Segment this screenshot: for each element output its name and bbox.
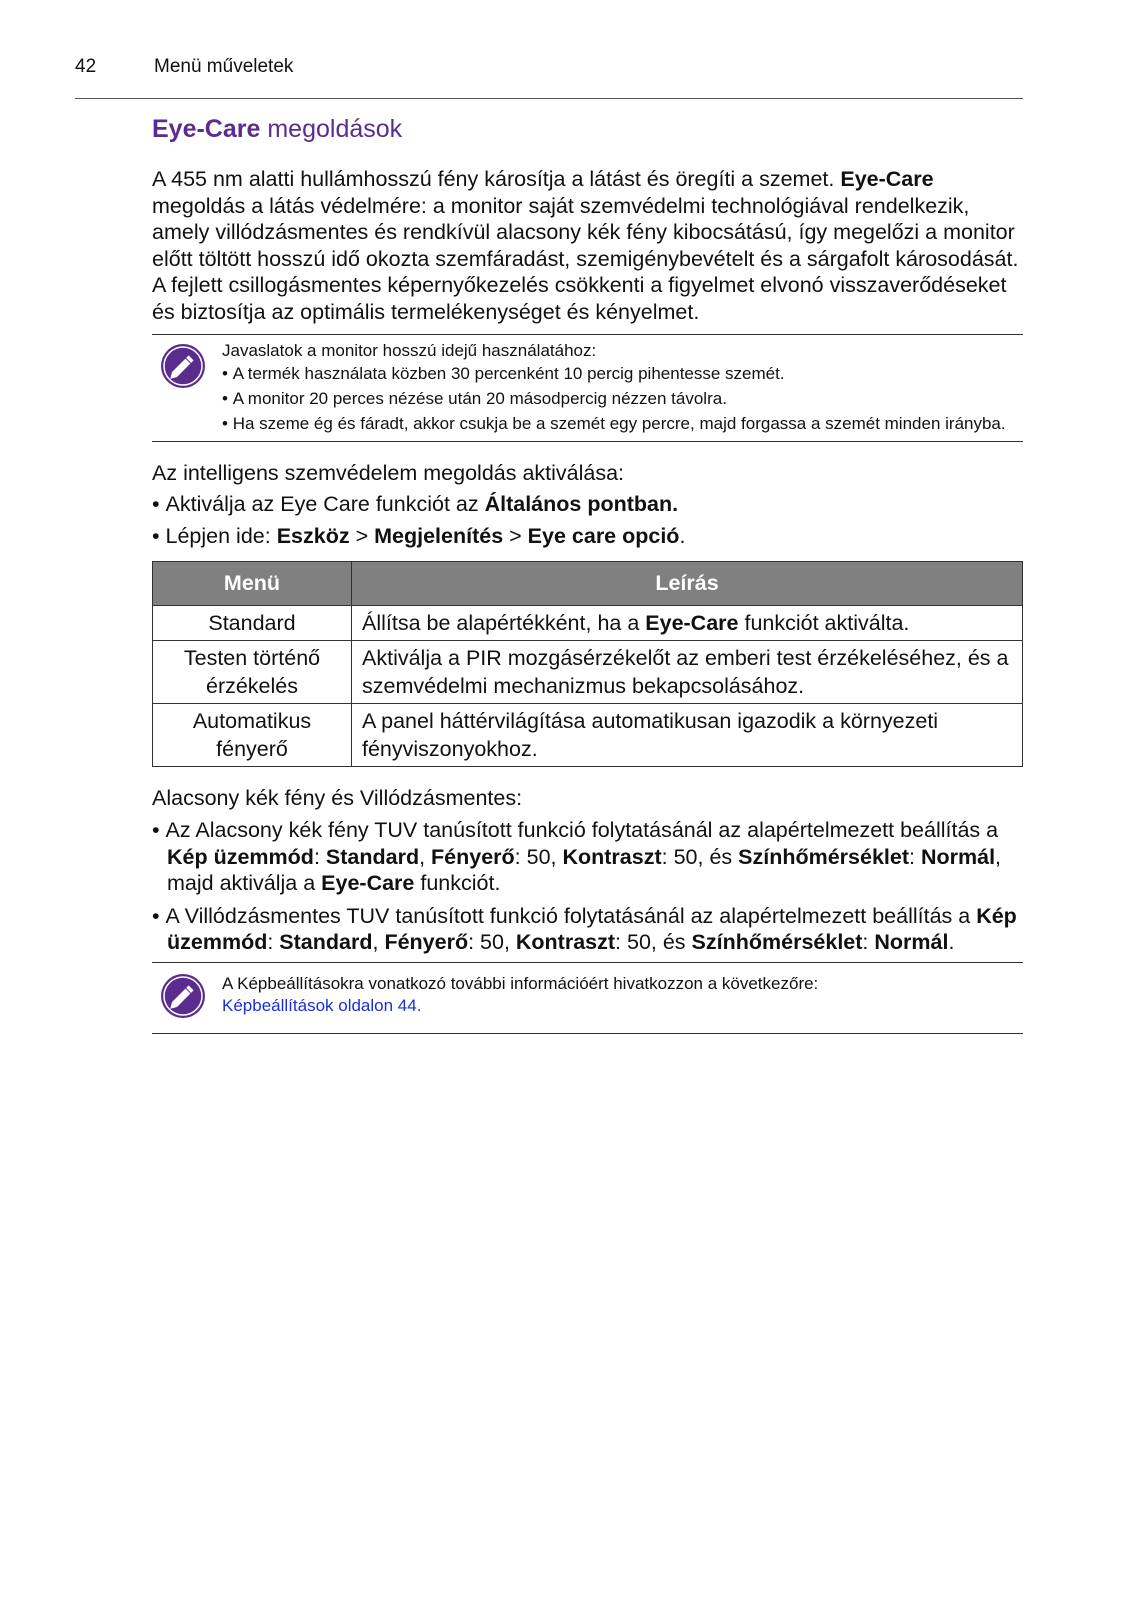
bold-term: Fényerő (384, 930, 469, 954)
cell-description: A panel háttérvilágítása automatikusan igazodik a környezeti fényviszonyokhoz. (352, 704, 1023, 767)
note-box-reference (152, 962, 1023, 1034)
text: . (948, 930, 955, 954)
page-number: 42 (75, 56, 97, 77)
cell-text: funkciót aktiválta. (738, 611, 910, 635)
text: : 50, (514, 844, 563, 869)
cell-text: Állítsa be alapértékként, ha a (362, 611, 646, 635)
bold-term: Kontraszt (562, 844, 662, 869)
table-header-row (153, 562, 1023, 606)
lowblue-item (152, 817, 1023, 897)
lowblue-list (152, 817, 1023, 956)
cell-menu: Standard (153, 606, 352, 641)
page-content (152, 115, 1023, 1034)
intro-bold: Eye-Care (840, 167, 934, 191)
activation-item (152, 523, 1023, 549)
text: , majd aktiválja a (167, 844, 1002, 895)
path-end: . (679, 524, 686, 548)
page-header (75, 56, 1023, 99)
table-row (153, 641, 1023, 704)
text: : (909, 844, 921, 869)
activation-item-text: Aktiválja az Eye Care funkciót az (165, 492, 485, 516)
text: : (267, 930, 280, 954)
text: : 50, (468, 930, 516, 954)
section-title-rest: megoldások (267, 115, 403, 143)
column-header-description: Leírás (352, 562, 1023, 606)
table-row (153, 704, 1023, 767)
note-lead: Javaslatok a monitor hosszú idejű használatához: (222, 341, 597, 360)
bold-term: Normál (920, 844, 996, 869)
text: , (372, 930, 385, 954)
reference-text: A Képbeállításokra vonatkozó további információért hivatkozzon a következőre: (222, 973, 819, 993)
intro-text-2: megoldás a látás védelmére: a monitor saját szemvédelmi technológiával rendelkezik, amely villódzásmentes és rendkívül alacsony kék fény kibocsátású, így megelőzi a monitor előtt töltött hosszú idő okozta szemfáradást, szemigénybevételt és a sárgafolt károsodását. A fejlett csillogásmentes képernyőkezelés csökkenti a figyelmet elvonó visszaverődéseket és biztosítja az optimális termelékenységet és kényelmet. (152, 193, 1019, 324)
activation-list (152, 491, 1023, 549)
note-box-tips (152, 334, 1023, 442)
menu-path-display: Megjelenítés (374, 524, 504, 548)
tips-list (222, 364, 1023, 434)
menu-path-eyecare: Eye care opció (527, 524, 680, 548)
bold-term: Kontraszt (515, 930, 616, 954)
path-separator: > (349, 524, 375, 548)
intro-text-1: A 455 nm alatti hullámhosszú fény károsítja a látást és öregíti a szemet. (152, 167, 841, 191)
pencil-icon (160, 343, 206, 389)
activation-heading: Az intelligens szemvédelem megoldás aktiválása: (152, 461, 625, 485)
text: : 50, és (615, 930, 692, 954)
bold-term: Standard (279, 930, 373, 954)
text: : (313, 844, 326, 869)
bold-term: Kép üzemmód (167, 903, 1017, 954)
tip-item: • A monitor 20 perces nézése után 20 másodpercig nézzen távolra. (222, 389, 1023, 409)
cell-description (352, 606, 1023, 641)
bold-term: Kép üzemmód (167, 844, 314, 869)
path-separator: > (503, 524, 528, 548)
table-row (153, 606, 1023, 641)
bold-term: Fényerő (431, 844, 515, 869)
eye-care-options-table (152, 561, 1023, 767)
tip-item: • A termék használata közben 30 percenként 10 percig pihentesse szemét. (222, 364, 1023, 384)
bold-term: Színhőmérséklet (691, 930, 863, 954)
bold-term: Normál (874, 930, 949, 954)
text: Az Alacsony kék fény TUV tanúsított funkció folytatásánál az alapértelmezett beállítás a (165, 818, 999, 842)
text: A Villódzásmentes TUV tanúsított funkció folytatásánál az alapértelmezett beállítás a (165, 903, 977, 928)
intro-paragraph (152, 166, 1023, 325)
menu-path-tool: Eszköz (276, 524, 350, 548)
bold-term: Eye-Care (321, 871, 415, 895)
text: , (419, 844, 432, 869)
text: : (862, 930, 875, 954)
pencil-icon (160, 973, 206, 1019)
activation-item-bold: Általános pontban. (484, 492, 679, 516)
bold-term: Standard (325, 844, 420, 869)
cell-menu: Automatikus fényerő (153, 704, 352, 767)
cell-menu: Testen történő érzékelés (153, 641, 352, 704)
text: funkciót. (414, 871, 501, 895)
chapter-title: Menü műveletek (154, 56, 294, 77)
bold-term: Színhőmérséklet (738, 844, 910, 869)
column-header-menu: Menü (153, 562, 352, 606)
cell-bold: Eye-Care (645, 611, 739, 635)
cell-description: Aktiválja a PIR mozgásérzékelőt az emberi test érzékeléséhez, és a szemvédelmi mechanizmus bekapcsolásához. (352, 641, 1023, 704)
text: : 50, és (661, 844, 739, 869)
section-title-bold: Eye-Care (152, 115, 261, 143)
section-title (152, 115, 1023, 144)
activation-item-text: Lépjen ide: (165, 524, 277, 548)
lowblue-item (152, 903, 1023, 956)
activation-item (152, 491, 1023, 517)
tip-item: • Ha szeme ég és fáradt, akkor csukja be a szemét egy percre, majd forgassa a szemét minden irányba. (222, 414, 1023, 434)
picture-settings-link[interactable]: Képbeállítások oldalon 44. (222, 995, 422, 1015)
lowblue-heading: Alacsony kék fény és Villódzásmentes: (152, 786, 523, 810)
